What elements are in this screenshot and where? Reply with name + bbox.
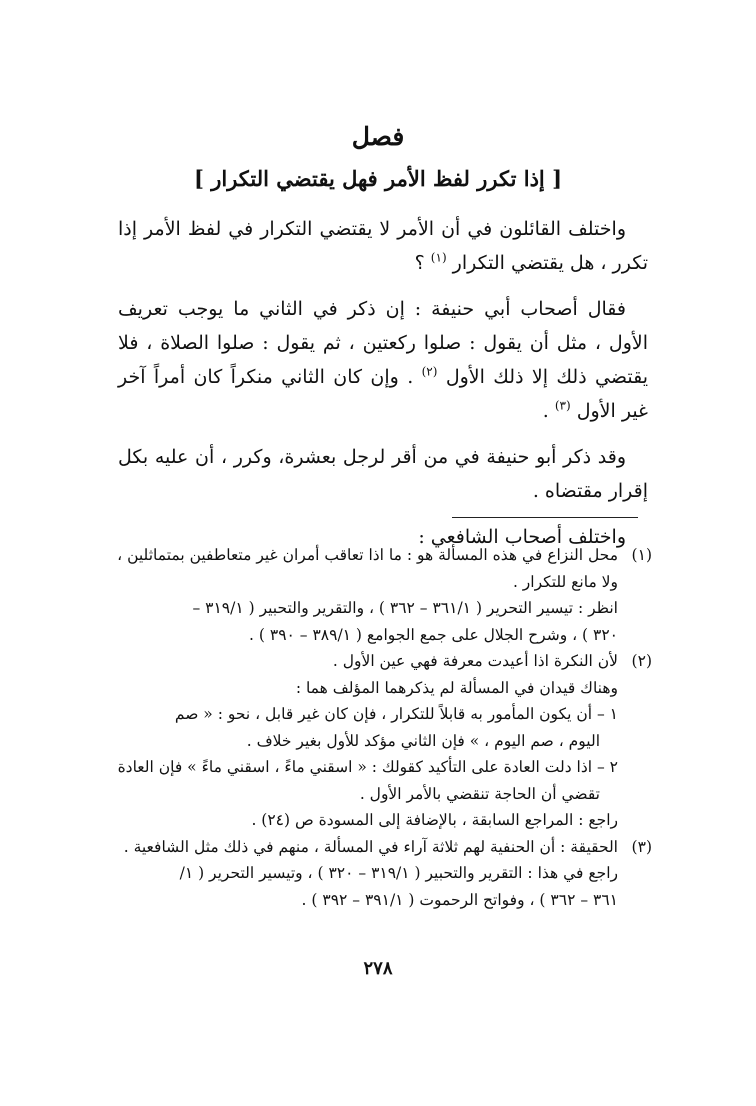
paragraph-2-end: . [542,400,555,422]
footnote-line: لأن النكرة اذا أعيدت معرفة فهي عين الأول . [332,652,618,670]
footnote-line: ولا مانع للتكرار . [512,572,618,591]
footnote-line: راجع في هذا : التقرير والتحبير ( ٣١٩/١ – ٣٢٠ ) ، وتيسير التحرير ( ١/ [179,864,618,882]
footnote-ref-2[interactable]: (٢) [421,364,438,379]
section-title: فصل [351,122,405,151]
footnote-line: ٣٢٠ ) ، وشرح الجلال على جمع الجوامع ( ٣٨٩/١ – ٣٩٠ ) . [249,625,618,644]
footnote-number: (٣) [631,837,652,856]
paragraph-1-end: ؟ [414,252,431,274]
footnote-body [110,834,618,914]
footnotes [110,542,652,913]
footnote-line: انظر : تيسير التحرير ( ٣٦١/١ – ٣٦٢ ) ، والتقرير والتحبير ( ٣١٩/١ – [192,599,618,617]
footnote-line: ٣٦١ – ٣٦٢ ) ، وفواتح الرحموت ( ٣٩١/١ – ٣٩٢ ) . [301,890,618,909]
paragraph-2-text-a: فقال أصحاب أبي حنيفة : إن ذكر في الثاني ما يوجب تعريف الأول ، مثل أن يقول : صلوا ركعتين ، ثم يقول : صلوا الصلاة ، فلا يقتضي ذلك إلا ذلك الأول [118,298,648,388]
footnote-line: ٢ – اذا دلت العادة على التأكيد كقولك : « اسقني ماءً ، اسقني ماءً » فإن العادة [117,758,618,776]
footnote-ref-1[interactable]: (١) [430,250,447,265]
paragraph-2-text-b: . وإن كان الثاني منكراً كان أمراً آخر غير الأول [118,366,648,422]
paragraph-3: وقد ذكر أبو حنيفة في من أقر لرجل بعشرة، وكرر ، أن عليه بكل إقرار مقتضاه . [118,446,648,502]
paragraph-1 [118,212,648,280]
paragraph-2 [118,292,648,428]
footnote-line: راجع : المراجع السابقة ، بالإضافة إلى المسودة ص (٢٤) . [251,811,618,829]
section-subtitle: [ إذا تكرر لفظ الأمر فهل يقتضي التكرار ] [193,166,563,191]
footnote-line: تقضي أن الحاجة تنقضي بالأمر الأول . [359,784,600,803]
footnote-number: (٢) [631,652,652,670]
footnote-line: محل النزاع في هذه المسألة هو : ما اذا تعاقب أمران غير متعاطفين بمتماثلين ، [117,546,618,564]
footnote-2 [110,648,652,834]
footnote-1 [110,542,652,648]
footnote-body [110,542,618,648]
page-number: ٢٧٨ [363,958,393,979]
main-text [118,212,648,566]
footnote-body [110,648,618,834]
paragraph-4: واختلف أصحاب الشافعي : [418,526,626,548]
footnote-line: ١ – أن يكون المأمور به قابلاً للتكرار ، فإن كان غير قابل ، نحو : « صم [174,705,618,723]
footnote-3 [110,834,652,914]
paragraph-1-text: واختلف القائلون في أن الأمر لا يقتضي التكرار في لفظ الأمر إذا تكرر ، هل يقتضي التكرار [118,218,648,274]
footnote-separator [452,517,638,518]
footnote-line: اليوم ، صم اليوم ، » فإن الثاني مؤكد للأول بغير خلاف . [246,731,600,750]
footnote-number: (١) [631,546,652,564]
footnote-ref-3[interactable]: (٣) [554,398,571,413]
footnote-line: وهناك قيدان في المسألة لم يذكرهما المؤلف هما : [295,678,618,697]
footnote-line: الحقيقة : أن الحنفية لهم ثلاثة آراء في المسألة ، منهم في ذلك مثل الشافعية . [123,837,618,856]
